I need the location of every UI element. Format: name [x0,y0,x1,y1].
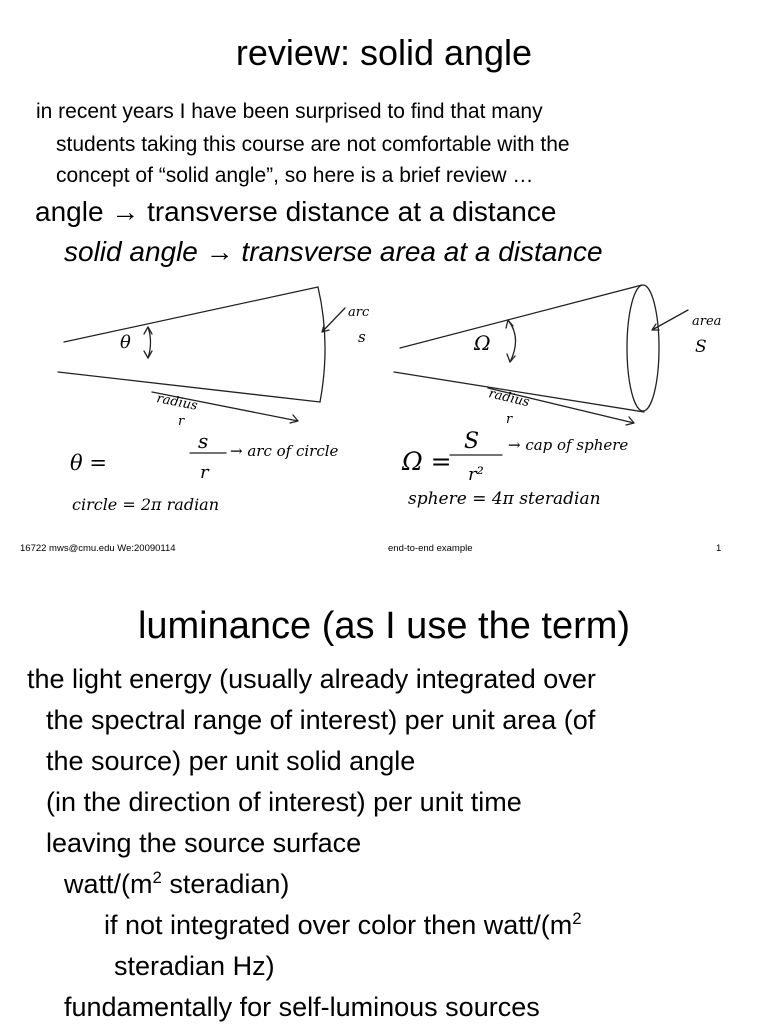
intro-line-2: students taking this course are not comfortable with the [56,133,570,156]
lum-last-line: fundamentally for self-luminous sources [64,992,540,1022]
angle-sketch [50,280,390,520]
lum-line-5: leaving the source surface [46,828,362,858]
footer-page-number: 1 [716,543,722,554]
slide2-title: luminance (as I use the term) [137,605,631,647]
angle-definition: angle → transverse distance at a distance [35,196,557,227]
radius-label-right: radius [487,386,531,411]
solid-angle-definition: solid angle → transverse area at a distance [64,236,603,267]
unit-line-2 [104,910,582,940]
unit1-text: watt/(m [64,869,153,899]
arc-pointer [322,308,345,332]
arc-edge [318,287,325,402]
ray-top [64,287,318,342]
radius-label: radius [155,391,199,414]
area-variable: S [695,337,707,357]
formula-note-right: → cap of sphere [508,436,629,454]
area-label: area [692,314,722,329]
formula-lhs-right: Ω = [402,447,452,476]
lum-line-3: the source) per unit solid angle [46,746,416,776]
unit2-text: if not integrated over color then watt/(m [104,910,573,940]
formula-denominator-right: r² [468,464,484,485]
circle-identity: circle = 2π radian [72,495,220,514]
omega-symbol: Ω [474,331,491,355]
sphere-identity: sphere = 4π steradian [408,489,601,509]
formula-note: → arc of circle [230,442,339,460]
slide1-title: review: solid angle [235,32,533,73]
radius-variable-right: r [506,412,513,427]
formula-lhs: θ = [70,451,107,475]
theta-symbol: θ [120,332,131,353]
solid-angle-arrow-bottom [507,354,515,362]
intro-line-3: concept of “solid angle”, so here is a brief review … [56,164,534,187]
lum-line-4: (in the direction of interest) per unit time [46,787,522,817]
unit1-tail: steradian) [161,869,290,899]
solid-angle-sketch [390,280,765,520]
cap-ellipse [627,285,659,411]
unit-line-1 [64,869,289,899]
formula-numerator: s [198,429,209,453]
unit2-exponent: 2 [572,909,582,928]
lum-line-2: the spectral range of interest) per unit area (of [46,705,596,735]
angle-arrow-top [144,327,152,334]
footer-left: 16722 mws@cmu.edu We:20090114 [20,543,176,554]
unit-line-2-cont: steradian Hz) [114,951,275,981]
arc-label: arc [348,305,370,320]
formula-numerator-right: S [464,429,480,454]
intro-line-1: in recent years I have been surprised to find that many [36,100,543,123]
arc-variable: s [358,328,366,346]
lum-line-1: the light energy (usually already integrated over [27,664,596,694]
angle-arrow-bottom [144,351,152,358]
formula-denominator: r [200,462,209,483]
cone-top [400,285,642,348]
unit1-exponent: 2 [152,868,162,887]
footer-center: end-to-end example [388,543,473,554]
radius-variable: r [178,414,185,429]
